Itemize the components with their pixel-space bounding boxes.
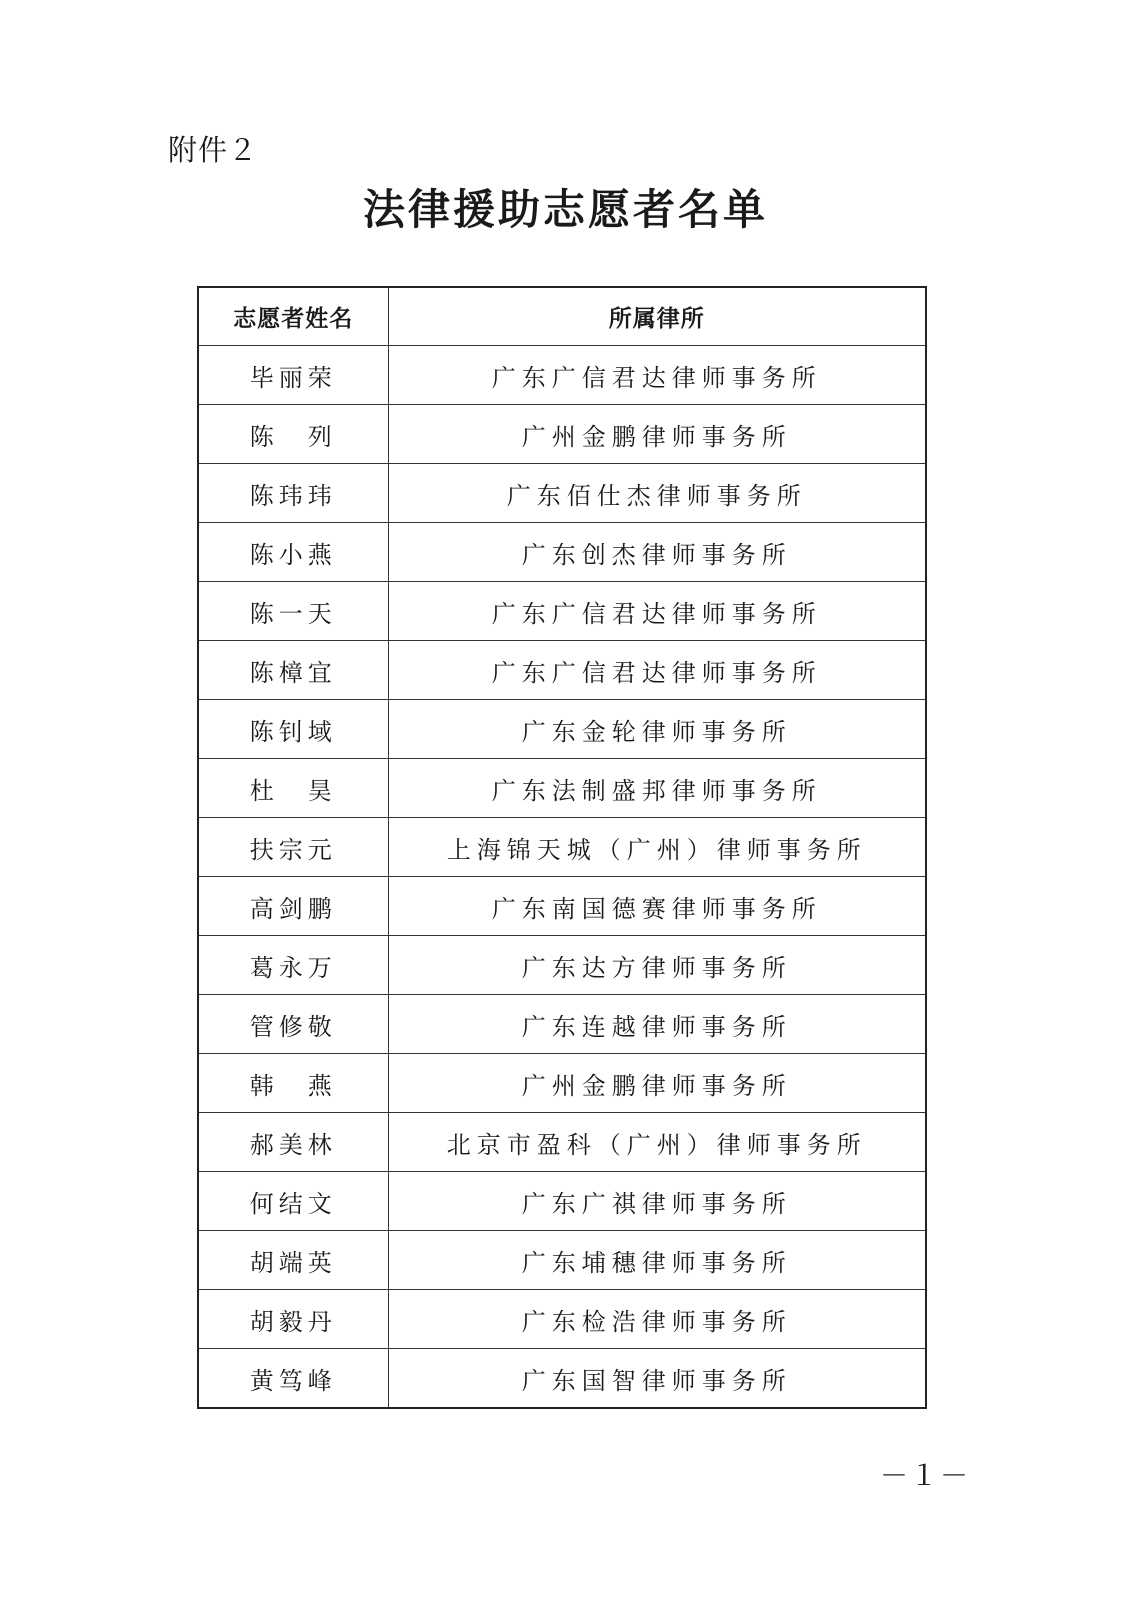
- law-firm: 广东检浩律师事务所: [388, 1290, 926, 1349]
- table-row: [198, 995, 926, 1054]
- law-firm: 上海锦天城（广州）律师事务所: [388, 818, 926, 877]
- volunteer-name: 陈樟宜: [198, 641, 388, 700]
- table-row: [198, 877, 926, 936]
- law-firm: 广州金鹏律师事务所: [388, 405, 926, 464]
- table-row: [198, 582, 926, 641]
- document-title: 法律援助志愿者名单: [362, 185, 768, 234]
- table-row: [198, 759, 926, 818]
- volunteer-name: 黄笃峰: [198, 1349, 388, 1409]
- table-row: [198, 346, 926, 405]
- volunteer-name: 郝美林: [198, 1113, 388, 1172]
- law-firm: 广东达方律师事务所: [388, 936, 926, 995]
- volunteer-name: 陈玮玮: [198, 464, 388, 523]
- header-law-firm: 所属律所: [388, 287, 926, 346]
- volunteer-name: 陈钊域: [198, 700, 388, 759]
- law-firm: 广东佰仕杰律师事务所: [388, 464, 926, 523]
- attachment-label: 附件２: [168, 133, 259, 167]
- volunteer-name: 扶宗元: [198, 818, 388, 877]
- law-firm: 广东埔穗律师事务所: [388, 1231, 926, 1290]
- table-row: [198, 1054, 926, 1113]
- table-row: [198, 1113, 926, 1172]
- law-firm: 广东金轮律师事务所: [388, 700, 926, 759]
- volunteer-name: 陈一天: [198, 582, 388, 641]
- law-firm: 广东广信君达律师事务所: [388, 346, 926, 405]
- table-row: [198, 1349, 926, 1409]
- page-number: －１－: [880, 1459, 971, 1492]
- law-firm: 广东连越律师事务所: [388, 995, 926, 1054]
- law-firm: 广东广信君达律师事务所: [388, 582, 926, 641]
- law-firm: 广州金鹏律师事务所: [388, 1054, 926, 1113]
- law-firm: 广东广信君达律师事务所: [388, 641, 926, 700]
- volunteer-table: [197, 286, 927, 1409]
- law-firm: 广东国智律师事务所: [388, 1349, 926, 1409]
- volunteer-name: 胡端英: [198, 1231, 388, 1290]
- table-header-row: [198, 287, 926, 346]
- table-row: [198, 1231, 926, 1290]
- table-row: [198, 936, 926, 995]
- law-firm: 广东南国德赛律师事务所: [388, 877, 926, 936]
- table-row: [198, 700, 926, 759]
- table-row: [198, 405, 926, 464]
- volunteer-name: 韩 燕: [198, 1054, 388, 1113]
- volunteer-name: 管修敬: [198, 995, 388, 1054]
- law-firm: 北京市盈科（广州）律师事务所: [388, 1113, 926, 1172]
- law-firm: 广东创杰律师事务所: [388, 523, 926, 582]
- volunteer-name: 陈小燕: [198, 523, 388, 582]
- volunteer-name: 高剑鹏: [198, 877, 388, 936]
- volunteer-name: 毕丽荣: [198, 346, 388, 405]
- volunteer-name: 何结文: [198, 1172, 388, 1231]
- volunteer-name: 杜 昊: [198, 759, 388, 818]
- volunteer-name: 葛永万: [198, 936, 388, 995]
- volunteer-name: 胡毅丹: [198, 1290, 388, 1349]
- table-row: [198, 641, 926, 700]
- table-row: [198, 818, 926, 877]
- table-row: [198, 1290, 926, 1349]
- header-volunteer-name: 志愿者姓名: [198, 287, 388, 346]
- table-row: [198, 464, 926, 523]
- table-row: [198, 523, 926, 582]
- law-firm: 广东法制盛邦律师事务所: [388, 759, 926, 818]
- table-row: [198, 1172, 926, 1231]
- law-firm: 广东广祺律师事务所: [388, 1172, 926, 1231]
- volunteer-name: 陈 列: [198, 405, 388, 464]
